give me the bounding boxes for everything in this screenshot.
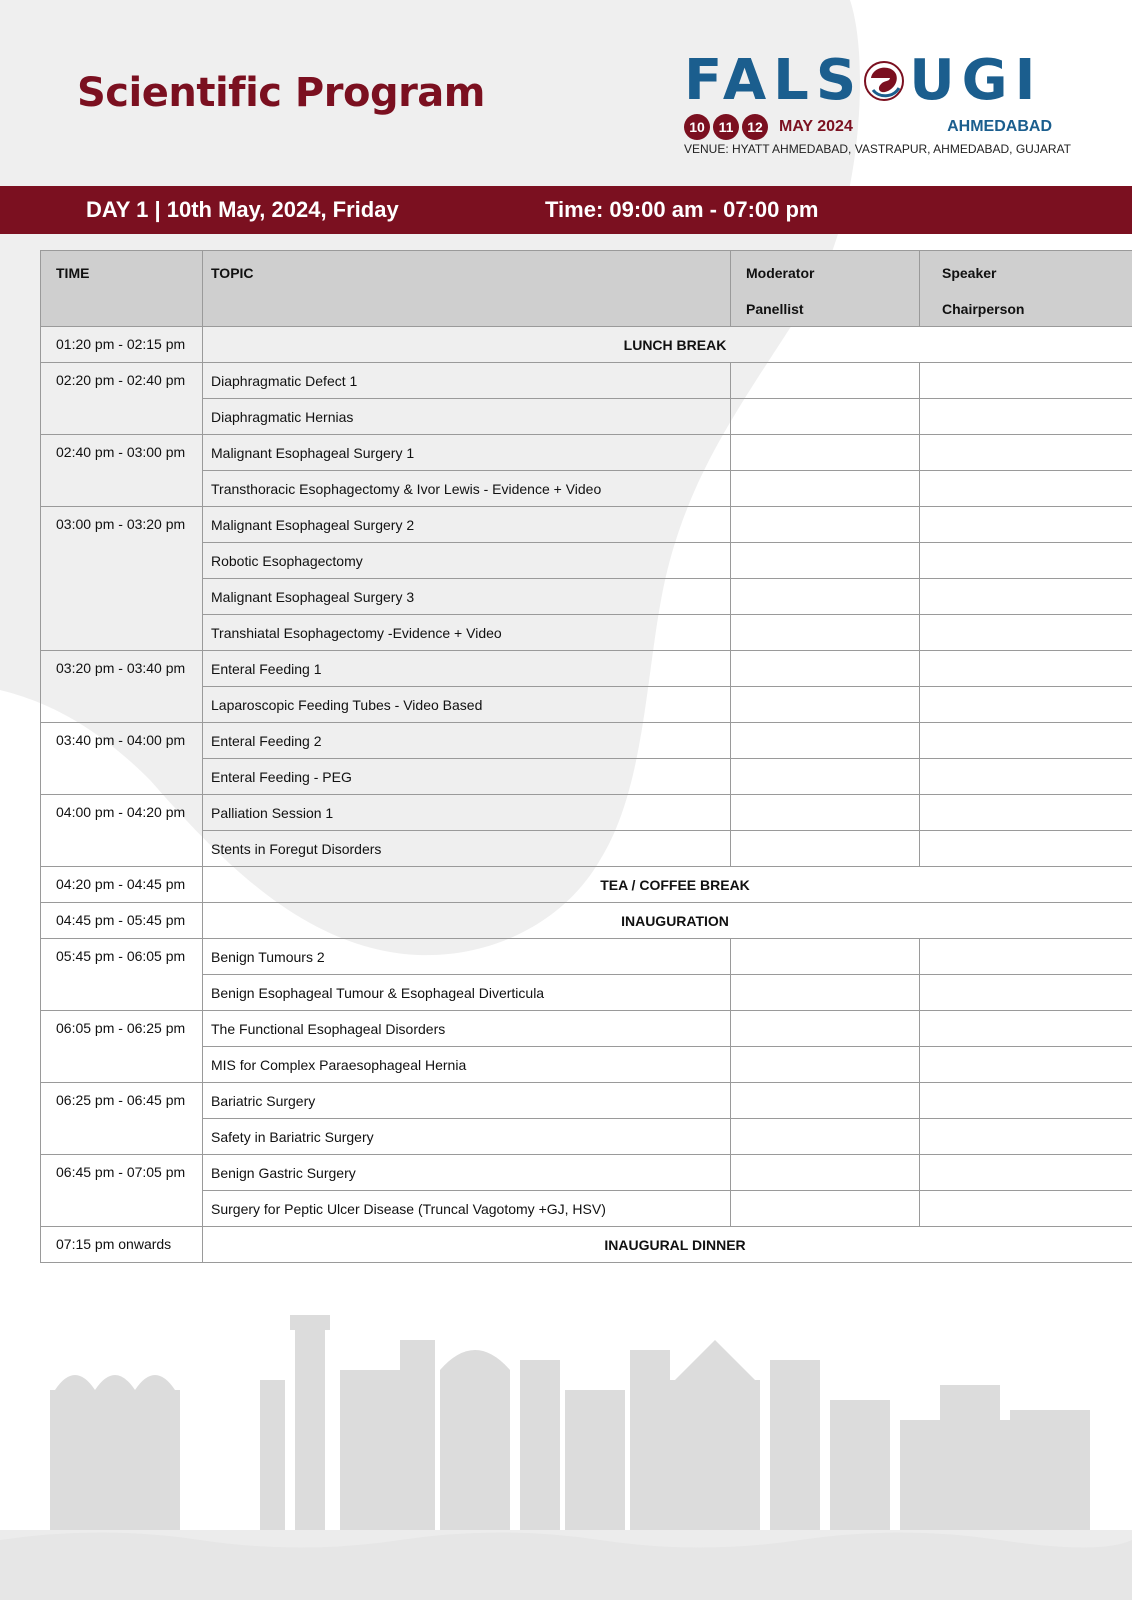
- speaker-cell: [920, 363, 1132, 399]
- moderator-cell: [731, 831, 920, 867]
- header-speaker-chairperson: Speaker Chairperson: [920, 251, 1132, 327]
- speaker-cell: [920, 1155, 1132, 1191]
- speaker-cell: [920, 759, 1132, 795]
- header-time: TIME: [41, 251, 203, 327]
- speaker-cell: [920, 939, 1132, 975]
- speaker-cell: [920, 579, 1132, 615]
- logo-wordmark: [684, 48, 1054, 113]
- time-slot: 06:05 pm - 06:25 pm: [41, 1011, 203, 1083]
- speaker-cell: [920, 651, 1132, 687]
- table-row: [41, 831, 1132, 867]
- break-label: TEA / COFFEE BREAK: [203, 867, 1132, 903]
- topic-cell: Benign Tumours 2: [203, 939, 731, 975]
- time-slot: 01:20 pm - 02:15 pm: [41, 327, 203, 363]
- time-slot: 06:25 pm - 06:45 pm: [41, 1083, 203, 1155]
- topic-cell: Enteral Feeding 2: [203, 723, 731, 759]
- speaker-cell: [920, 1083, 1132, 1119]
- time-slot: 05:45 pm - 06:05 pm: [41, 939, 203, 1011]
- table-row: [41, 939, 1132, 975]
- topic-cell: Palliation Session 1: [203, 795, 731, 831]
- table-row: [41, 1083, 1132, 1119]
- moderator-cell: [731, 1083, 920, 1119]
- topic-cell: Diaphragmatic Hernias: [203, 399, 731, 435]
- speaker-cell: [920, 1119, 1132, 1155]
- speaker-cell: [920, 795, 1132, 831]
- topic-cell: Diaphragmatic Defect 1: [203, 363, 731, 399]
- moderator-cell: [731, 975, 920, 1011]
- speaker-cell: [920, 1011, 1132, 1047]
- table-header-row: [41, 251, 1132, 327]
- table-row: [41, 399, 1132, 435]
- table-row: [41, 471, 1132, 507]
- moderator-cell: [731, 1191, 920, 1227]
- moderator-cell: [731, 795, 920, 831]
- logo-date-row: [684, 112, 1052, 142]
- time-slot: 04:45 pm - 05:45 pm: [41, 903, 203, 939]
- speaker-cell: [920, 471, 1132, 507]
- speaker-cell: [920, 543, 1132, 579]
- speaker-cell: [920, 687, 1132, 723]
- moderator-cell: [731, 939, 920, 975]
- table-row: [41, 1119, 1132, 1155]
- topic-cell: Stents in Foregut Disorders: [203, 831, 731, 867]
- topic-cell: Surgery for Peptic Ulcer Disease (Truncal Vagotomy +GJ, HSV): [203, 1191, 731, 1227]
- topic-cell: Transhiatal Esophagectomy -Evidence + Video: [203, 615, 731, 651]
- speaker-cell: [920, 507, 1132, 543]
- venue-text: VENUE: HYATT AHMEDABAD, VASTRAPUR, AHMEDABAD, GUJARAT: [684, 142, 1071, 156]
- time-range-label: Time: 09:00 am - 07:00 pm: [545, 197, 819, 222]
- topic-cell: Enteral Feeding - PEG: [203, 759, 731, 795]
- topic-cell: Laparoscopic Feeding Tubes - Video Based: [203, 687, 731, 723]
- table-row: [41, 543, 1132, 579]
- table-row: [41, 1011, 1132, 1047]
- topic-cell: Transthoracic Esophagectomy & Ivor Lewis - Evidence + Video: [203, 471, 731, 507]
- day-badge: 10: [684, 114, 710, 140]
- schedule-table: [40, 250, 1132, 1263]
- break-label: INAUGURATION: [203, 903, 1132, 939]
- table-row: [41, 795, 1132, 831]
- day-badge: 11: [713, 114, 739, 140]
- stomach-icon: [863, 60, 905, 102]
- logo-month: MAY 2024: [779, 118, 853, 135]
- moderator-cell: [731, 363, 920, 399]
- time-slot: 07:15 pm onwards: [41, 1227, 203, 1263]
- speaker-cell: [920, 1191, 1132, 1227]
- moderator-cell: [731, 1155, 920, 1191]
- topic-cell: Safety in Bariatric Surgery: [203, 1119, 731, 1155]
- topic-cell: Benign Esophageal Tumour & Esophageal Diverticula: [203, 975, 731, 1011]
- logo-city: AHMEDABAD: [947, 118, 1052, 135]
- logo-word-left: FALS: [684, 48, 864, 113]
- time-slot: 03:40 pm - 04:00 pm: [41, 723, 203, 795]
- table-row: [41, 327, 1132, 363]
- break-label: INAUGURAL DINNER: [203, 1227, 1132, 1263]
- time-slot: 06:45 pm - 07:05 pm: [41, 1155, 203, 1227]
- moderator-cell: [731, 543, 920, 579]
- time-slot: 04:00 pm - 04:20 pm: [41, 795, 203, 867]
- topic-cell: The Functional Esophageal Disorders: [203, 1011, 731, 1047]
- table-row: [41, 579, 1132, 615]
- table-row: [41, 435, 1132, 471]
- table-row: [41, 651, 1132, 687]
- header-topic: TOPIC: [203, 251, 731, 327]
- moderator-cell: [731, 399, 920, 435]
- moderator-cell: [731, 759, 920, 795]
- logo-word-right: UGI: [909, 48, 1043, 113]
- topic-cell: Bariatric Surgery: [203, 1083, 731, 1119]
- moderator-cell: [731, 651, 920, 687]
- moderator-cell: [731, 471, 920, 507]
- topic-cell: MIS for Complex Paraesophageal Hernia: [203, 1047, 731, 1083]
- topic-cell: Robotic Esophagectomy: [203, 543, 731, 579]
- moderator-cell: [731, 687, 920, 723]
- moderator-cell: [731, 435, 920, 471]
- table-row: [41, 867, 1132, 903]
- speaker-cell: [920, 1047, 1132, 1083]
- city-skyline-illustration: [0, 1300, 1132, 1600]
- time-slot: 02:20 pm - 02:40 pm: [41, 363, 203, 435]
- schedule-body: [41, 327, 1132, 1263]
- moderator-cell: [731, 1011, 920, 1047]
- topic-cell: Malignant Esophageal Surgery 3: [203, 579, 731, 615]
- table-row: [41, 687, 1132, 723]
- topic-cell: Enteral Feeding 1: [203, 651, 731, 687]
- table-row: [41, 615, 1132, 651]
- topic-cell: Benign Gastric Surgery: [203, 1155, 731, 1191]
- table-row: [41, 975, 1132, 1011]
- table-row: [41, 1155, 1132, 1191]
- table-row: [41, 1227, 1132, 1263]
- time-slot: 02:40 pm - 03:00 pm: [41, 435, 203, 507]
- table-row: [41, 759, 1132, 795]
- table-row: [41, 1191, 1132, 1227]
- speaker-cell: [920, 435, 1132, 471]
- moderator-cell: [731, 723, 920, 759]
- speaker-cell: [920, 615, 1132, 651]
- header-moderator-panellist: Moderator Panellist: [731, 251, 920, 327]
- speaker-cell: [920, 975, 1132, 1011]
- speaker-cell: [920, 723, 1132, 759]
- table-row: [41, 903, 1132, 939]
- moderator-cell: [731, 615, 920, 651]
- topic-cell: Malignant Esophageal Surgery 2: [203, 507, 731, 543]
- day-badge: 12: [742, 114, 768, 140]
- day-banner: [0, 186, 1132, 234]
- table-row: [41, 723, 1132, 759]
- table-row: [41, 363, 1132, 399]
- table-row: [41, 507, 1132, 543]
- speaker-cell: [920, 399, 1132, 435]
- moderator-cell: [731, 507, 920, 543]
- time-slot: 03:20 pm - 03:40 pm: [41, 651, 203, 723]
- speaker-cell: [920, 831, 1132, 867]
- time-slot: 03:00 pm - 03:20 pm: [41, 507, 203, 651]
- table-row: [41, 1047, 1132, 1083]
- time-slot: 04:20 pm - 04:45 pm: [41, 867, 203, 903]
- event-logo: [684, 48, 1071, 164]
- day-label: DAY 1 | 10th May, 2024, Friday: [86, 197, 399, 222]
- page-title: Scientific Program: [77, 70, 485, 116]
- moderator-cell: [731, 579, 920, 615]
- break-label: LUNCH BREAK: [203, 327, 1132, 363]
- moderator-cell: [731, 1047, 920, 1083]
- topic-cell: Malignant Esophageal Surgery 1: [203, 435, 731, 471]
- moderator-cell: [731, 1119, 920, 1155]
